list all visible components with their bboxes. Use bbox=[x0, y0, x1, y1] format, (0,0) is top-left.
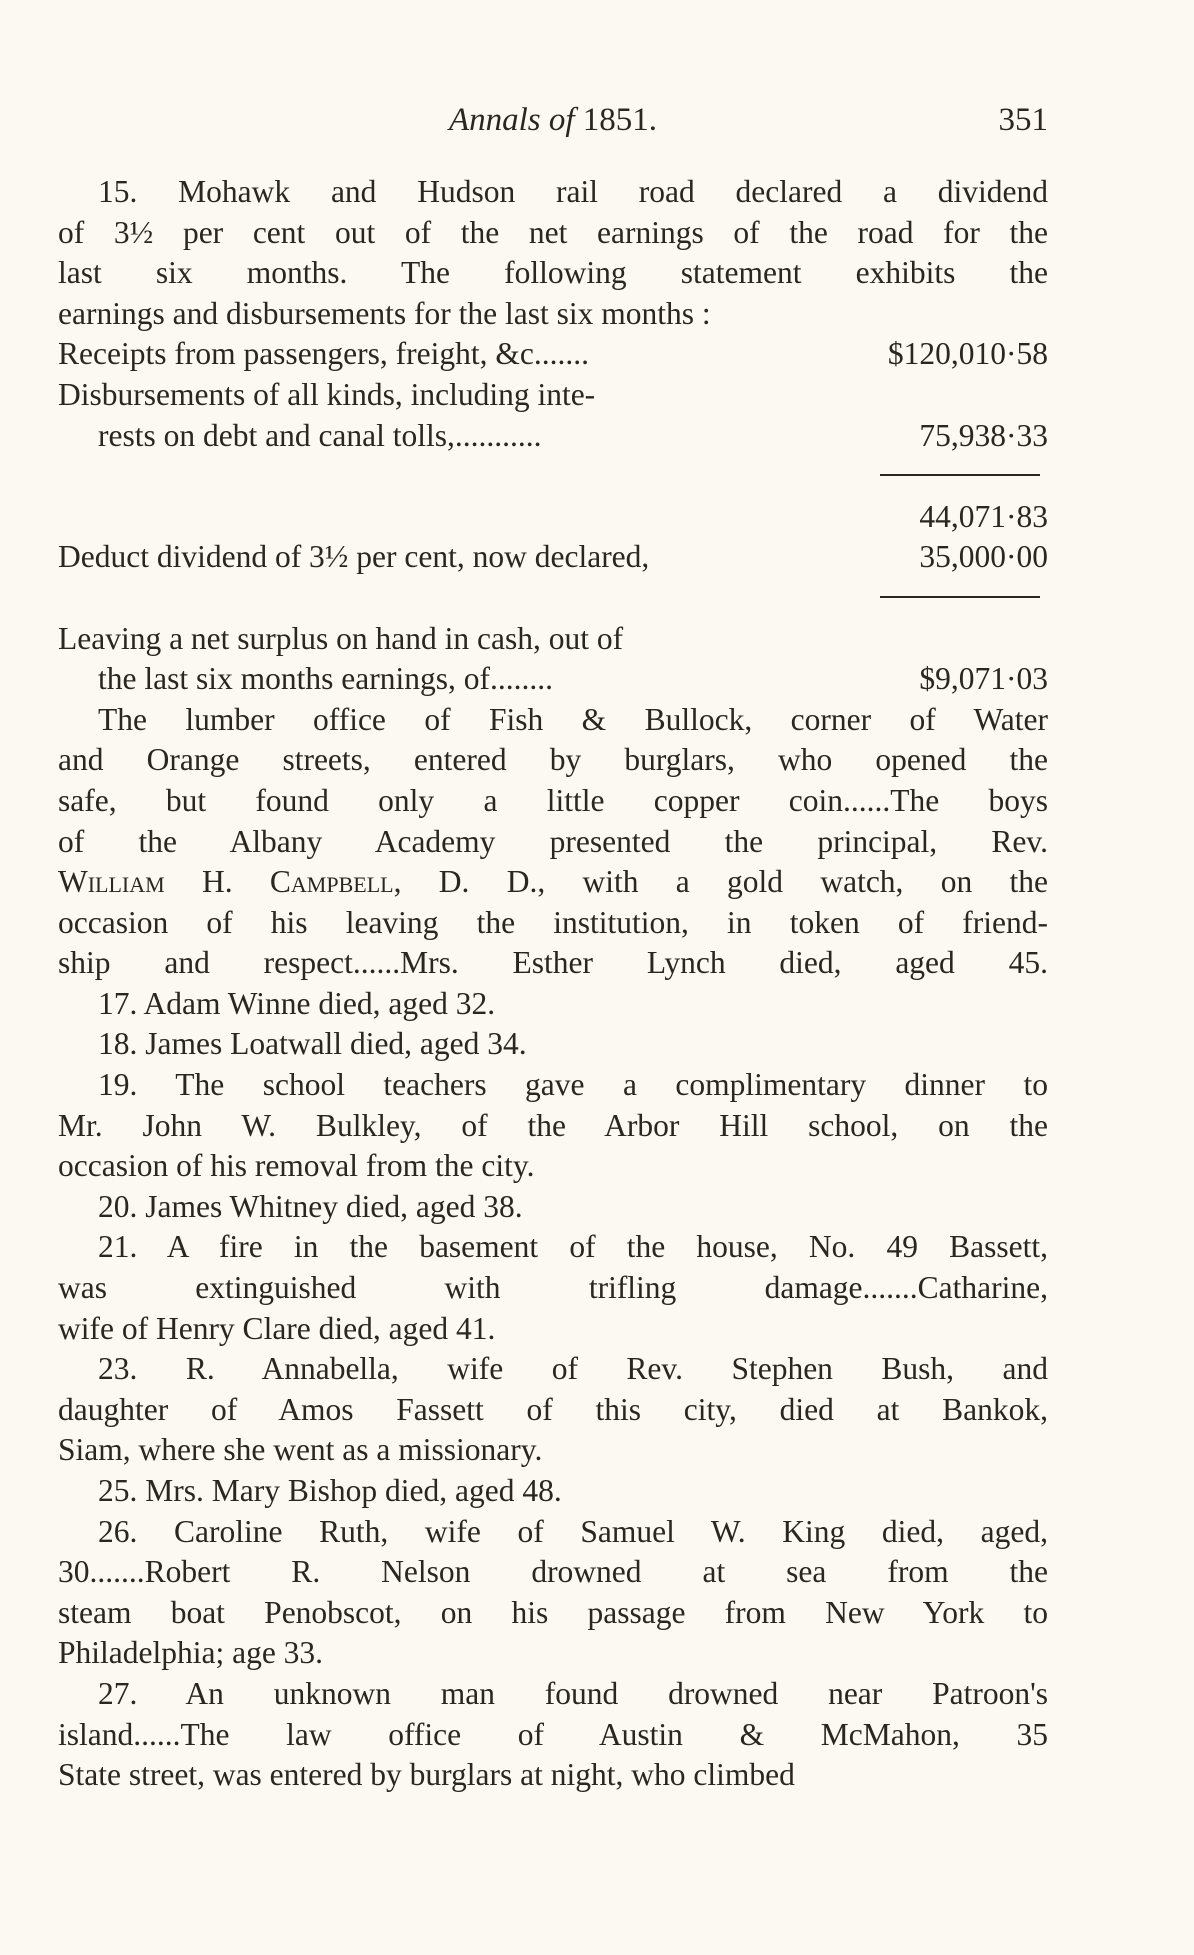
disbursements-label-cont: rests on debt and canal tolls,........... bbox=[98, 417, 542, 453]
day-entry bbox=[58, 1227, 1048, 1349]
running-title-word: Annals bbox=[448, 102, 541, 138]
day-entry bbox=[58, 1349, 1048, 1471]
surplus-label: Leaving a net surplus on hand in cash, out of bbox=[58, 620, 624, 656]
surplus-label-cont: the last six months earnings, of........ bbox=[98, 661, 553, 697]
receipts-value: $120,010·58 bbox=[887, 336, 1048, 372]
text-line: 15. Mohawk and Hudson rail road declared a dividend bbox=[98, 174, 1048, 209]
page-header bbox=[58, 98, 1048, 142]
text-line: of 3½ per cent out of the net earnings of the road for the bbox=[58, 214, 1048, 250]
text-line: 19. The school teachers gave a complimentary dinner to bbox=[98, 1067, 1048, 1103]
page-body bbox=[58, 172, 1048, 1796]
disbursements-value: 75,938·33 bbox=[919, 417, 1048, 453]
day-entry bbox=[58, 1674, 1048, 1796]
deduct-value: 35,000·00 bbox=[919, 539, 1048, 575]
page-number: 351 bbox=[998, 102, 1048, 138]
running-title-year: 1851. bbox=[582, 102, 658, 138]
day-entry bbox=[58, 1471, 1048, 1512]
text-line: 21. A fire in the basement of the house, No. 49 Bassett, bbox=[98, 1229, 1048, 1265]
text-line: earnings and disbursements for the last six months : bbox=[58, 295, 711, 331]
day-entry bbox=[58, 1024, 1048, 1065]
text-line: occasion of his leaving the institution, in token of friend- bbox=[58, 904, 1048, 940]
disbursements-row-1 bbox=[58, 375, 1048, 416]
text-line: 20. James Whitney died, aged 38. bbox=[98, 1188, 523, 1224]
disbursements-label: Disbursements of all kinds, including inte- bbox=[58, 376, 596, 412]
text-line: Siam, where she went as a missionary. bbox=[58, 1432, 543, 1468]
surplus-row-1 bbox=[58, 619, 1048, 660]
receipts-label: Receipts from passengers, freight, &c....... bbox=[58, 336, 589, 372]
person-name: William H. Campbell, bbox=[58, 864, 402, 900]
text-line: 30.......Robert R. Nelson drowned at sea from the bbox=[58, 1554, 1048, 1590]
deduct-label: Deduct dividend of 3½ per cent, now declared, bbox=[58, 539, 650, 575]
difference-rule-row bbox=[58, 578, 1048, 619]
day-entry bbox=[58, 1065, 1048, 1187]
surplus-value: $9,071·03 bbox=[919, 661, 1048, 697]
text-line: 18. James Loatwall died, aged 34. bbox=[98, 1026, 527, 1062]
text-line: last six months. The following statement exhibits the bbox=[58, 255, 1048, 291]
text-line: The lumber office of Fish & Bullock, corner of Water bbox=[98, 701, 1048, 737]
text-line: island......The law office of Austin & McMahon, 35 bbox=[58, 1716, 1048, 1752]
text-line: safe, but found only a little copper coin......The boys bbox=[58, 782, 1048, 818]
text-fragment: D. D., with a gold watch, on the bbox=[438, 864, 1048, 900]
text-line: daughter of Amos Fassett of this city, died at Bankok, bbox=[58, 1391, 1048, 1427]
text-line: wife of Henry Clare died, aged 41. bbox=[58, 1310, 496, 1346]
day-entry bbox=[58, 1512, 1048, 1674]
text-line: Philadelphia; age 33. bbox=[58, 1635, 324, 1671]
text-line: occasion of his removal from the city. bbox=[58, 1148, 535, 1184]
subtotal-value: 44,071·83 bbox=[919, 498, 1048, 534]
sum-rule-row bbox=[58, 456, 1048, 497]
lumber-office-paragraph bbox=[58, 700, 1048, 984]
text-line: Mr. John W. Bulkley, of the Arbor Hill school, on the bbox=[58, 1107, 1048, 1143]
surplus-row-2 bbox=[58, 659, 1048, 700]
subtotal-row bbox=[58, 497, 1048, 538]
day-entry bbox=[58, 984, 1048, 1025]
running-title bbox=[58, 98, 1048, 142]
receipts-row bbox=[58, 334, 1048, 375]
text-line: 23. R. Annabella, wife of Rev. Stephen Bush, and bbox=[98, 1351, 1048, 1387]
text-line bbox=[58, 862, 1048, 903]
text-line: ship and respect......Mrs. Esther Lynch died, aged 45. bbox=[58, 945, 1048, 981]
text-line: 25. Mrs. Mary Bishop died, aged 48. bbox=[98, 1473, 562, 1508]
text-line: State street, was entered by burglars at night, who climbed bbox=[58, 1757, 795, 1793]
entry-15 bbox=[58, 172, 1048, 700]
text-line: 27. An unknown man found drowned near Patroon's bbox=[98, 1675, 1048, 1711]
text-line: and Orange streets, entered by burglars, who opened the bbox=[58, 742, 1048, 778]
difference-rule bbox=[880, 596, 1040, 598]
disbursements-row-2 bbox=[58, 416, 1048, 457]
day-entry bbox=[58, 1187, 1048, 1228]
text-line: of the Albany Academy presented the principal, Rev. bbox=[58, 823, 1048, 859]
text-line: steam boat Penobscot, on his passage from New York to bbox=[58, 1594, 1048, 1630]
day-entries bbox=[58, 984, 1048, 1796]
running-title-word: of bbox=[548, 102, 575, 138]
sum-rule bbox=[880, 474, 1040, 476]
deduct-row bbox=[58, 537, 1048, 578]
text-line: was extinguished with trifling damage.......Catharine, bbox=[58, 1270, 1048, 1306]
text-line: 26. Caroline Ruth, wife of Samuel W. King died, aged, bbox=[98, 1513, 1048, 1549]
text-line: 17. Adam Winne died, aged 32. bbox=[98, 985, 496, 1021]
